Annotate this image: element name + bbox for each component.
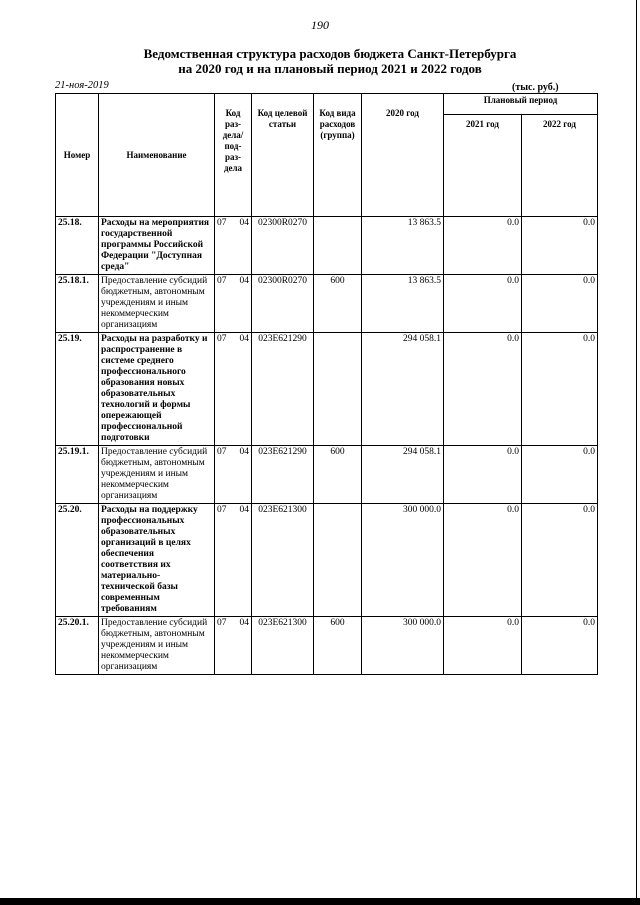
header-name: Наименование	[99, 94, 215, 217]
header-target: Код целевой статьи	[252, 94, 314, 217]
document-date: 21-ноя-2019	[55, 80, 109, 91]
row-section-code	[215, 275, 252, 333]
row-section: 07	[217, 276, 227, 286]
row-section: 07	[217, 218, 227, 228]
document-title	[80, 46, 580, 76]
row-subsection: 04	[239, 276, 249, 286]
row-number: 25.19.1.	[56, 446, 99, 504]
header-expense-type: Код вида расходов (группа)	[314, 94, 362, 217]
row-2022: 0.0	[522, 217, 598, 275]
title-line-1: Ведомственная структура расходов бюджета Санкт-Петербурга	[143, 46, 517, 61]
row-2022: 0.0	[522, 617, 598, 675]
row-section: 07	[217, 618, 227, 628]
row-subsection: 04	[239, 505, 249, 515]
row-2020: 13 863.5	[362, 217, 444, 275]
row-name: Предоставление субсидий бюджетным, автономным учреждениям и иным некоммерческим организациям	[99, 275, 215, 333]
header-2020: 2020 год	[362, 94, 444, 217]
row-2022: 0.0	[522, 333, 598, 446]
row-expense-type	[314, 333, 362, 446]
row-2022: 0.0	[522, 446, 598, 504]
table-row	[56, 275, 598, 333]
row-2020: 294 058.1	[362, 333, 444, 446]
budget-table	[55, 93, 598, 675]
row-name: Предоставление субсидий бюджетным, автономным учреждениям и иным некоммерческим организациям	[99, 446, 215, 504]
header-row	[56, 94, 598, 115]
row-2021: 0.0	[444, 333, 522, 446]
table-row	[56, 617, 598, 675]
row-target-code: 023E621300	[252, 617, 314, 675]
title-line-2: на 2020 год и на плановый период 2021 и 2022 годов	[178, 61, 482, 76]
header-2022: 2022 год	[522, 115, 598, 217]
row-expense-type: 600	[314, 446, 362, 504]
row-2022: 0.0	[522, 504, 598, 617]
scan-edge-line	[636, 0, 637, 905]
row-2020: 13 863.5	[362, 275, 444, 333]
row-2020: 294 058.1	[362, 446, 444, 504]
row-number: 25.19.	[56, 333, 99, 446]
row-number: 25.18.	[56, 217, 99, 275]
row-section: 07	[217, 334, 227, 344]
row-subsection: 04	[239, 334, 249, 344]
row-name: Предоставление субсидий бюджетным, автономным учреждениям и иным некоммерческим организациям	[99, 617, 215, 675]
row-expense-type: 600	[314, 617, 362, 675]
row-2022: 0.0	[522, 275, 598, 333]
row-target-code: 02300R0270	[252, 217, 314, 275]
header-number: Номер	[56, 94, 99, 217]
row-section: 07	[217, 505, 227, 515]
row-subsection: 04	[239, 618, 249, 628]
row-expense-type	[314, 504, 362, 617]
units-label: (тыс. руб.)	[512, 82, 559, 93]
row-2020: 300 000.0	[362, 617, 444, 675]
row-expense-type: 600	[314, 275, 362, 333]
row-subsection: 04	[239, 218, 249, 228]
row-section-code	[215, 504, 252, 617]
row-number: 25.20.	[56, 504, 99, 617]
row-section-code	[215, 333, 252, 446]
page-number: 190	[311, 18, 329, 32]
row-target-code: 023E621290	[252, 446, 314, 504]
row-2021: 0.0	[444, 504, 522, 617]
row-subsection: 04	[239, 447, 249, 457]
table-row	[56, 504, 598, 617]
table-row	[56, 333, 598, 446]
row-name: Расходы на поддержку профессиональных образовательных организаций в целях обеспечения соответствия их материально-технической базы современным требованиям	[99, 504, 215, 617]
row-2021: 0.0	[444, 617, 522, 675]
header-2021: 2021 год	[444, 115, 522, 217]
row-section: 07	[217, 447, 227, 457]
scan-bottom-band	[0, 898, 640, 905]
table-row	[56, 217, 598, 275]
row-number: 25.20.1.	[56, 617, 99, 675]
row-number: 25.18.1.	[56, 275, 99, 333]
row-2021: 0.0	[444, 217, 522, 275]
row-target-code: 023E621300	[252, 504, 314, 617]
row-target-code: 023E621290	[252, 333, 314, 446]
row-section-code	[215, 446, 252, 504]
row-section-code	[215, 617, 252, 675]
row-section-code	[215, 217, 252, 275]
row-2020: 300 000.0	[362, 504, 444, 617]
row-expense-type	[314, 217, 362, 275]
row-name: Расходы на мероприятия государственной программы Российской Федерации "Доступная среда"	[99, 217, 215, 275]
header-section: Код раз- дела/ под- раз- дела	[215, 94, 252, 217]
row-name: Расходы на разработку и распространение в системе среднего профессионального образования новых образовательных технологий и формы опережающей профессиональной подготовки	[99, 333, 215, 446]
table-row	[56, 446, 598, 504]
header-planned-period: Плановый период	[444, 94, 598, 115]
row-target-code: 02300R0270	[252, 275, 314, 333]
row-2021: 0.0	[444, 446, 522, 504]
row-2021: 0.0	[444, 275, 522, 333]
